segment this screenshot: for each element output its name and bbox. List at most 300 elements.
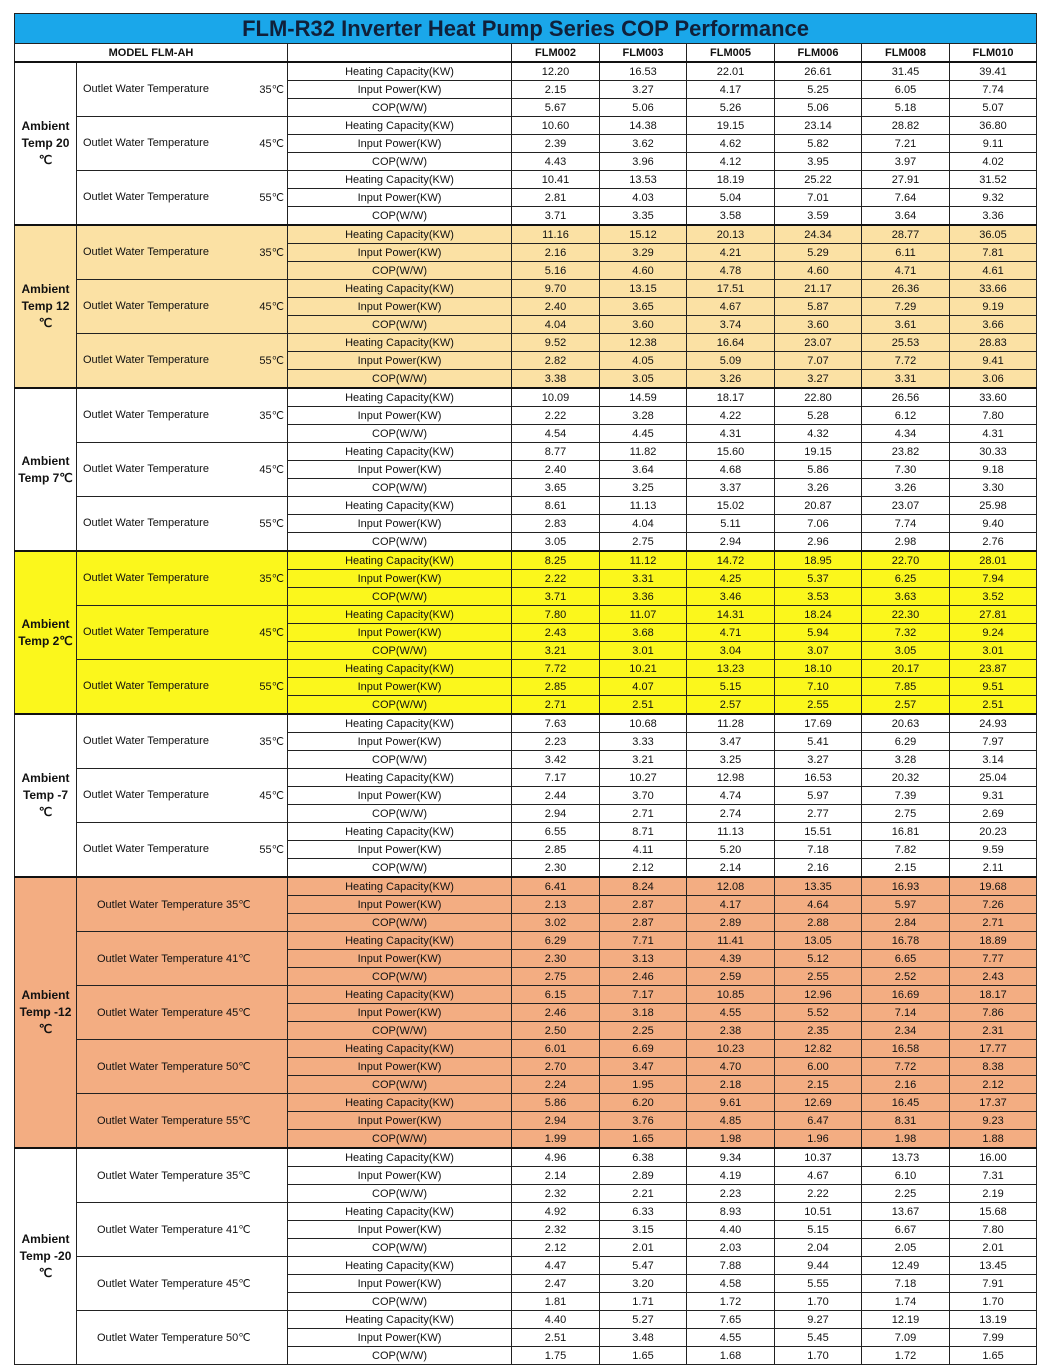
value-cell: 4.71 xyxy=(862,262,950,280)
table-row xyxy=(15,877,1037,896)
value-cell: 2.15 xyxy=(862,859,950,878)
outlet-label: Outlet Water Temperature 45℃ xyxy=(97,1278,251,1290)
value-cell: 7.94 xyxy=(950,570,1037,588)
value-cell: 6.29 xyxy=(862,733,950,751)
value-cell: 2.32 xyxy=(512,1221,600,1239)
table-row xyxy=(15,823,1037,841)
value-cell: 8.25 xyxy=(512,551,600,570)
value-cell: 4.02 xyxy=(950,153,1037,171)
outlet-temp-value: 55℃ xyxy=(259,355,284,367)
value-cell: 28.83 xyxy=(950,334,1037,352)
table-row xyxy=(15,171,1037,189)
outlet-label: Outlet Water Temperature xyxy=(83,680,209,692)
value-cell: 3.76 xyxy=(600,1112,687,1130)
parameter-label: Input Power(KW) xyxy=(288,1221,512,1239)
value-cell: 3.52 xyxy=(950,588,1037,606)
ambient-temp-label: Ambient Temp -20 ℃ xyxy=(15,1148,77,1365)
value-cell: 3.61 xyxy=(862,316,950,334)
value-cell: 2.35 xyxy=(775,1022,862,1040)
value-cell: 19.15 xyxy=(687,117,775,135)
value-cell: 2.15 xyxy=(512,81,600,99)
value-cell: 16.53 xyxy=(600,62,687,81)
value-cell: 5.52 xyxy=(775,1004,862,1022)
table-row xyxy=(15,62,1037,81)
value-cell: 2.71 xyxy=(600,805,687,823)
value-cell: 1.88 xyxy=(950,1130,1037,1149)
value-cell: 4.22 xyxy=(687,407,775,425)
value-cell: 7.32 xyxy=(862,624,950,642)
value-cell: 2.12 xyxy=(512,1239,600,1257)
value-cell: 3.18 xyxy=(600,1004,687,1022)
value-cell: 3.37 xyxy=(687,479,775,497)
value-cell: 10.60 xyxy=(512,117,600,135)
value-cell: 7.72 xyxy=(512,660,600,678)
value-cell: 1.65 xyxy=(950,1347,1037,1365)
value-cell: 13.73 xyxy=(862,1148,950,1167)
value-cell: 5.07 xyxy=(950,99,1037,117)
model-header: FLM005 xyxy=(687,44,775,63)
value-cell: 28.01 xyxy=(950,551,1037,570)
value-cell: 3.64 xyxy=(862,207,950,226)
value-cell: 20.87 xyxy=(775,497,862,515)
model-header: FLM002 xyxy=(512,44,600,63)
value-cell: 3.36 xyxy=(600,588,687,606)
parameter-label: COP(W/W) xyxy=(288,1076,512,1094)
value-cell: 9.34 xyxy=(687,1148,775,1167)
value-cell: 3.65 xyxy=(600,298,687,316)
value-cell: 2.21 xyxy=(600,1185,687,1203)
value-cell: 39.41 xyxy=(950,62,1037,81)
table-row xyxy=(15,1094,1037,1112)
parameter-label: COP(W/W) xyxy=(288,968,512,986)
value-cell: 24.34 xyxy=(775,225,862,244)
outlet-water-temp xyxy=(77,62,288,117)
value-cell: 4.04 xyxy=(600,515,687,533)
value-cell: 5.06 xyxy=(775,99,862,117)
value-cell: 3.26 xyxy=(862,479,950,497)
value-cell: 5.41 xyxy=(775,733,862,751)
value-cell: 7.82 xyxy=(862,841,950,859)
value-cell: 5.15 xyxy=(775,1221,862,1239)
value-cell: 25.53 xyxy=(862,334,950,352)
value-cell: 2.22 xyxy=(775,1185,862,1203)
parameter-label: Heating Capacity(KW) xyxy=(288,1311,512,1329)
value-cell: 2.70 xyxy=(512,1058,600,1076)
value-cell: 2.59 xyxy=(687,968,775,986)
value-cell: 12.38 xyxy=(600,334,687,352)
value-cell: 13.45 xyxy=(950,1257,1037,1275)
outlet-label: Outlet Water Temperature xyxy=(83,463,209,475)
value-cell: 1.72 xyxy=(687,1293,775,1311)
value-cell: 6.47 xyxy=(775,1112,862,1130)
value-cell: 6.05 xyxy=(862,81,950,99)
value-cell: 10.27 xyxy=(600,769,687,787)
outlet-water-temp xyxy=(77,117,288,171)
outlet-label: Outlet Water Temperature xyxy=(83,843,209,855)
value-cell: 4.64 xyxy=(775,896,862,914)
value-cell: 9.18 xyxy=(950,461,1037,479)
parameter-label: Input Power(KW) xyxy=(288,678,512,696)
value-cell: 2.77 xyxy=(775,805,862,823)
value-cell: 2.16 xyxy=(775,859,862,878)
parameter-label: COP(W/W) xyxy=(288,370,512,389)
value-cell: 1.95 xyxy=(600,1076,687,1094)
value-cell: 21.17 xyxy=(775,280,862,298)
outlet-temp-value: 45℃ xyxy=(259,301,284,313)
parameter-label: COP(W/W) xyxy=(288,99,512,117)
value-cell: 2.74 xyxy=(687,805,775,823)
parameter-label: Heating Capacity(KW) xyxy=(288,932,512,950)
value-cell: 5.47 xyxy=(600,1257,687,1275)
value-cell: 1.96 xyxy=(775,1130,862,1149)
outlet-temp-value: 35℃ xyxy=(259,410,284,422)
value-cell: 10.68 xyxy=(600,714,687,733)
value-cell: 18.95 xyxy=(775,551,862,570)
parameter-label: Heating Capacity(KW) xyxy=(288,62,512,81)
parameter-label: Heating Capacity(KW) xyxy=(288,1257,512,1275)
parameter-label: Input Power(KW) xyxy=(288,189,512,207)
value-cell: 25.04 xyxy=(950,769,1037,787)
parameter-label: Heating Capacity(KW) xyxy=(288,1148,512,1167)
value-cell: 5.67 xyxy=(512,99,600,117)
value-cell: 2.57 xyxy=(687,696,775,715)
value-cell: 3.46 xyxy=(687,588,775,606)
value-cell: 2.94 xyxy=(687,533,775,552)
outlet-label: Outlet Water Temperature 45℃ xyxy=(97,1007,251,1019)
outlet-label: Outlet Water Temperature xyxy=(83,191,209,203)
value-cell: 2.22 xyxy=(512,407,600,425)
value-cell: 5.37 xyxy=(775,570,862,588)
outlet-water-temp xyxy=(77,1203,288,1257)
value-cell: 2.83 xyxy=(512,515,600,533)
value-cell: 4.39 xyxy=(687,950,775,968)
value-cell: 7.07 xyxy=(775,352,862,370)
value-cell: 14.59 xyxy=(600,388,687,407)
value-cell: 16.93 xyxy=(862,877,950,896)
model-label: MODEL FLM-AH xyxy=(15,44,288,63)
value-cell: 7.65 xyxy=(687,1311,775,1329)
value-cell: 2.18 xyxy=(687,1076,775,1094)
value-cell: 11.41 xyxy=(687,932,775,950)
value-cell: 4.62 xyxy=(687,135,775,153)
parameter-label: Heating Capacity(KW) xyxy=(288,1203,512,1221)
value-cell: 2.19 xyxy=(950,1185,1037,1203)
value-cell: 9.41 xyxy=(950,352,1037,370)
value-cell: 2.13 xyxy=(512,896,600,914)
value-cell: 16.00 xyxy=(950,1148,1037,1167)
value-cell: 5.11 xyxy=(687,515,775,533)
parameter-label: Heating Capacity(KW) xyxy=(288,660,512,678)
value-cell: 13.19 xyxy=(950,1311,1037,1329)
value-cell: 11.16 xyxy=(512,225,600,244)
value-cell: 9.11 xyxy=(950,135,1037,153)
outlet-water-temp xyxy=(77,1311,288,1365)
value-cell: 3.06 xyxy=(950,370,1037,389)
value-cell: 2.85 xyxy=(512,678,600,696)
value-cell: 6.41 xyxy=(512,877,600,896)
parameter-label: Heating Capacity(KW) xyxy=(288,606,512,624)
outlet-water-temp xyxy=(77,171,288,226)
ambient-temp-label: Ambient Temp -12 ℃ xyxy=(15,877,77,1148)
value-cell: 2.04 xyxy=(775,1239,862,1257)
parameter-label: COP(W/W) xyxy=(288,533,512,552)
value-cell: 7.14 xyxy=(862,1004,950,1022)
parameter-label: Heating Capacity(KW) xyxy=(288,225,512,244)
value-cell: 3.13 xyxy=(600,950,687,968)
parameter-label: Input Power(KW) xyxy=(288,1167,512,1185)
value-cell: 3.71 xyxy=(512,588,600,606)
value-cell: 4.74 xyxy=(687,787,775,805)
parameter-label: Input Power(KW) xyxy=(288,135,512,153)
value-cell: 17.77 xyxy=(950,1040,1037,1058)
value-cell: 10.85 xyxy=(687,986,775,1004)
value-cell: 2.76 xyxy=(950,533,1037,552)
value-cell: 1.70 xyxy=(775,1293,862,1311)
value-cell: 11.13 xyxy=(687,823,775,841)
value-cell: 5.20 xyxy=(687,841,775,859)
value-cell: 5.86 xyxy=(512,1094,600,1112)
outlet-label: Outlet Water Temperature xyxy=(83,409,209,421)
value-cell: 11.28 xyxy=(687,714,775,733)
value-cell: 1.65 xyxy=(600,1347,687,1365)
value-cell: 26.56 xyxy=(862,388,950,407)
parameter-label: Input Power(KW) xyxy=(288,896,512,914)
value-cell: 3.59 xyxy=(775,207,862,226)
value-cell: 30.33 xyxy=(950,443,1037,461)
value-cell: 7.80 xyxy=(950,1221,1037,1239)
value-cell: 16.64 xyxy=(687,334,775,352)
table-title: FLM-R32 Inverter Heat Pump Series COP Performance xyxy=(15,14,1037,44)
value-cell: 7.72 xyxy=(862,1058,950,1076)
table-row xyxy=(15,1148,1037,1167)
value-cell: 5.12 xyxy=(775,950,862,968)
value-cell: 2.12 xyxy=(600,859,687,878)
value-cell: 2.40 xyxy=(512,298,600,316)
value-cell: 1.81 xyxy=(512,1293,600,1311)
value-cell: 13.23 xyxy=(687,660,775,678)
outlet-water-temp xyxy=(77,877,288,932)
outlet-water-temp xyxy=(77,932,288,986)
ambient-temp-label: Ambient Temp 12 ℃ xyxy=(15,225,77,388)
value-cell: 2.75 xyxy=(600,533,687,552)
value-cell: 13.05 xyxy=(775,932,862,950)
outlet-label: Outlet Water Temperature xyxy=(83,517,209,529)
value-cell: 8.77 xyxy=(512,443,600,461)
outlet-label: Outlet Water Temperature xyxy=(83,789,209,801)
parameter-label: Input Power(KW) xyxy=(288,733,512,751)
outlet-label: Outlet Water Temperature xyxy=(83,735,209,747)
value-cell: 4.45 xyxy=(600,425,687,443)
value-cell: 13.53 xyxy=(600,171,687,189)
value-cell: 7.77 xyxy=(950,950,1037,968)
value-cell: 17.37 xyxy=(950,1094,1037,1112)
value-cell: 4.17 xyxy=(687,81,775,99)
value-cell: 31.45 xyxy=(862,62,950,81)
value-cell: 7.17 xyxy=(600,986,687,1004)
value-cell: 2.32 xyxy=(512,1185,600,1203)
value-cell: 2.11 xyxy=(950,859,1037,878)
value-cell: 1.65 xyxy=(600,1130,687,1149)
value-cell: 20.17 xyxy=(862,660,950,678)
value-cell: 26.61 xyxy=(775,62,862,81)
table-row xyxy=(15,1203,1037,1221)
value-cell: 2.75 xyxy=(512,968,600,986)
value-cell: 5.55 xyxy=(775,1275,862,1293)
outlet-label: Outlet Water Temperature 35℃ xyxy=(97,1170,251,1182)
parameter-label: Input Power(KW) xyxy=(288,841,512,859)
outlet-water-temp xyxy=(77,334,288,389)
outlet-water-temp xyxy=(77,497,288,552)
parameter-label: Input Power(KW) xyxy=(288,1329,512,1347)
model-header: FLM010 xyxy=(950,44,1037,63)
value-cell: 23.07 xyxy=(862,497,950,515)
value-cell: 4.40 xyxy=(687,1221,775,1239)
value-cell: 2.51 xyxy=(950,696,1037,715)
value-cell: 2.52 xyxy=(862,968,950,986)
ambient-temp-label: Ambient Temp -7 ℃ xyxy=(15,714,77,877)
value-cell: 6.29 xyxy=(512,932,600,950)
value-cell: 9.40 xyxy=(950,515,1037,533)
value-cell: 22.01 xyxy=(687,62,775,81)
value-cell: 9.52 xyxy=(512,334,600,352)
value-cell: 7.17 xyxy=(512,769,600,787)
value-cell: 3.05 xyxy=(862,642,950,660)
parameter-label: COP(W/W) xyxy=(288,1185,512,1203)
value-cell: 6.25 xyxy=(862,570,950,588)
value-cell: 18.10 xyxy=(775,660,862,678)
value-cell: 7.88 xyxy=(687,1257,775,1275)
value-cell: 7.86 xyxy=(950,1004,1037,1022)
value-cell: 18.17 xyxy=(950,986,1037,1004)
value-cell: 8.61 xyxy=(512,497,600,515)
parameter-label: COP(W/W) xyxy=(288,479,512,497)
value-cell: 3.14 xyxy=(950,751,1037,769)
outlet-label: Outlet Water Temperature xyxy=(83,572,209,584)
value-cell: 5.15 xyxy=(687,678,775,696)
parameter-label: Heating Capacity(KW) xyxy=(288,877,512,896)
value-cell: 12.82 xyxy=(775,1040,862,1058)
parameter-label: COP(W/W) xyxy=(288,1130,512,1149)
value-cell: 4.70 xyxy=(687,1058,775,1076)
table-row xyxy=(15,225,1037,244)
value-cell: 20.23 xyxy=(950,823,1037,841)
value-cell: 5.82 xyxy=(775,135,862,153)
outlet-temp-value: 35℃ xyxy=(259,84,284,96)
value-cell: 4.67 xyxy=(687,298,775,316)
value-cell: 2.38 xyxy=(687,1022,775,1040)
value-cell: 24.93 xyxy=(950,714,1037,733)
outlet-label: Outlet Water Temperature xyxy=(83,246,209,258)
value-cell: 7.91 xyxy=(950,1275,1037,1293)
value-cell: 3.42 xyxy=(512,751,600,769)
value-cell: 8.31 xyxy=(862,1112,950,1130)
value-cell: 27.91 xyxy=(862,171,950,189)
value-cell: 4.32 xyxy=(775,425,862,443)
value-cell: 4.25 xyxy=(687,570,775,588)
value-cell: 2.82 xyxy=(512,352,600,370)
value-cell: 1.68 xyxy=(687,1347,775,1365)
value-cell: 5.16 xyxy=(512,262,600,280)
value-cell: 4.60 xyxy=(775,262,862,280)
outlet-water-temp xyxy=(77,823,288,878)
value-cell: 4.31 xyxy=(950,425,1037,443)
value-cell: 22.80 xyxy=(775,388,862,407)
value-cell: 5.94 xyxy=(775,624,862,642)
parameter-label: Input Power(KW) xyxy=(288,570,512,588)
value-cell: 4.34 xyxy=(862,425,950,443)
value-cell: 2.01 xyxy=(600,1239,687,1257)
value-cell: 3.62 xyxy=(600,135,687,153)
outlet-water-temp xyxy=(77,769,288,823)
parameter-label: Input Power(KW) xyxy=(288,1004,512,1022)
value-cell: 2.30 xyxy=(512,859,600,878)
value-cell: 4.61 xyxy=(950,262,1037,280)
value-cell: 2.22 xyxy=(512,570,600,588)
value-cell: 17.69 xyxy=(775,714,862,733)
parameter-label: Input Power(KW) xyxy=(288,515,512,533)
value-cell: 4.19 xyxy=(687,1167,775,1185)
value-cell: 3.26 xyxy=(775,479,862,497)
parameter-label: Input Power(KW) xyxy=(288,1112,512,1130)
value-cell: 2.34 xyxy=(862,1022,950,1040)
value-cell: 5.87 xyxy=(775,298,862,316)
outlet-label: Outlet Water Temperature xyxy=(83,626,209,638)
value-cell: 10.41 xyxy=(512,171,600,189)
model-header: FLM006 xyxy=(775,44,862,63)
value-cell: 4.92 xyxy=(512,1203,600,1221)
value-cell: 36.05 xyxy=(950,225,1037,244)
value-cell: 6.67 xyxy=(862,1221,950,1239)
value-cell: 9.32 xyxy=(950,189,1037,207)
value-cell: 2.94 xyxy=(512,805,600,823)
value-cell: 10.51 xyxy=(775,1203,862,1221)
value-cell: 5.86 xyxy=(775,461,862,479)
value-cell: 14.31 xyxy=(687,606,775,624)
value-cell: 3.53 xyxy=(775,588,862,606)
value-cell: 2.57 xyxy=(862,696,950,715)
value-cell: 10.37 xyxy=(775,1148,862,1167)
outlet-label: Outlet Water Temperature 55℃ xyxy=(97,1115,251,1127)
value-cell: 7.01 xyxy=(775,189,862,207)
table-row xyxy=(15,986,1037,1004)
value-cell: 5.09 xyxy=(687,352,775,370)
value-cell: 6.38 xyxy=(600,1148,687,1167)
value-cell: 2.87 xyxy=(600,914,687,932)
value-cell: 9.70 xyxy=(512,280,600,298)
outlet-label: Outlet Water Temperature xyxy=(83,137,209,149)
value-cell: 7.39 xyxy=(862,787,950,805)
table-row xyxy=(15,280,1037,298)
value-cell: 2.47 xyxy=(512,1275,600,1293)
parameter-label: COP(W/W) xyxy=(288,1293,512,1311)
outlet-water-temp xyxy=(77,1148,288,1203)
value-cell: 5.97 xyxy=(862,896,950,914)
value-cell: 5.45 xyxy=(775,1329,862,1347)
value-cell: 3.28 xyxy=(862,751,950,769)
value-cell: 7.80 xyxy=(950,407,1037,425)
value-cell: 1.70 xyxy=(950,1293,1037,1311)
value-cell: 2.43 xyxy=(512,624,600,642)
value-cell: 12.96 xyxy=(775,986,862,1004)
value-cell: 4.55 xyxy=(687,1329,775,1347)
value-cell: 7.71 xyxy=(600,932,687,950)
value-cell: 3.21 xyxy=(600,751,687,769)
value-cell: 4.54 xyxy=(512,425,600,443)
value-cell: 3.25 xyxy=(600,479,687,497)
value-cell: 1.74 xyxy=(862,1293,950,1311)
value-cell: 2.69 xyxy=(950,805,1037,823)
value-cell: 19.68 xyxy=(950,877,1037,896)
